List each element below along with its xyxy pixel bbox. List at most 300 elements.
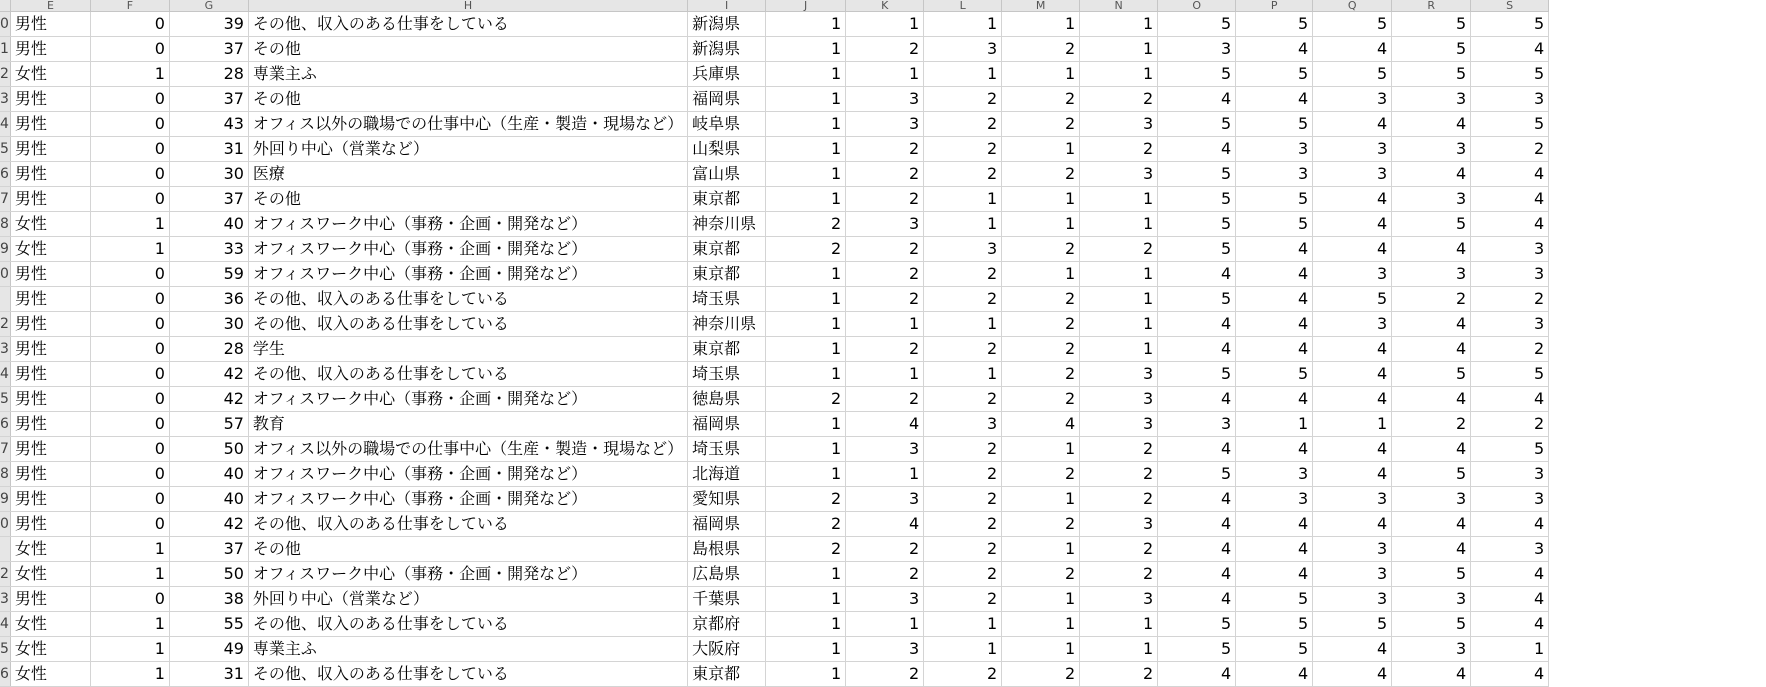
table-cell[interactable]: 4 xyxy=(1313,37,1392,62)
table-cell[interactable]: 1 xyxy=(766,662,846,687)
table-cell[interactable]: 4 xyxy=(1471,587,1549,612)
table-cell[interactable]: オフィスワーク中心（事務・企画・開発など） xyxy=(248,237,687,262)
table-cell[interactable]: 男性 xyxy=(10,337,90,362)
table-cell[interactable]: 3 xyxy=(1392,137,1471,162)
table-cell[interactable]: 2 xyxy=(846,387,924,412)
table-cell[interactable]: 4 xyxy=(1313,112,1392,137)
table-cell[interactable]: 0 xyxy=(90,287,169,312)
table-cell[interactable]: 0 xyxy=(90,412,169,437)
table-cell[interactable]: 4 xyxy=(1471,662,1549,687)
table-cell[interactable]: 39 xyxy=(169,12,248,37)
table-cell[interactable]: 5 xyxy=(1471,62,1549,87)
table-cell[interactable]: 1 xyxy=(766,112,846,137)
table-cell[interactable]: 4 xyxy=(1313,237,1392,262)
table-cell[interactable]: 28 xyxy=(169,62,248,87)
table-cell[interactable]: その他、収入のある仕事をしている xyxy=(248,362,687,387)
column-header[interactable]: M xyxy=(1002,0,1080,12)
table-cell[interactable]: 5 xyxy=(1392,612,1471,637)
table-cell[interactable]: 3 xyxy=(1313,537,1392,562)
table-cell[interactable]: 4 xyxy=(1002,412,1080,437)
table-cell[interactable]: 4 xyxy=(1158,387,1236,412)
table-cell[interactable]: 東京都 xyxy=(688,262,766,287)
table-cell[interactable]: 1 xyxy=(90,562,169,587)
table-cell[interactable]: その他、収入のある仕事をしている xyxy=(248,612,687,637)
table-cell[interactable]: 2 xyxy=(1080,662,1158,687)
table-cell[interactable]: 5 xyxy=(1236,587,1313,612)
column-header[interactable]: F xyxy=(90,0,169,12)
table-cell[interactable]: 2 xyxy=(924,287,1002,312)
table-cell[interactable]: 4 xyxy=(1392,437,1471,462)
table-cell[interactable]: 2 xyxy=(924,137,1002,162)
row-header[interactable]: 5 xyxy=(0,137,10,162)
table-cell[interactable]: オフィスワーク中心（事務・企画・開発など） xyxy=(248,262,687,287)
table-cell[interactable]: 4 xyxy=(1313,462,1392,487)
table-cell[interactable]: 2 xyxy=(1080,137,1158,162)
table-cell[interactable]: 2 xyxy=(1002,37,1080,62)
row-header[interactable]: 0 xyxy=(0,12,10,37)
row-header[interactable]: 6 xyxy=(0,412,10,437)
table-cell[interactable]: 4 xyxy=(1313,337,1392,362)
table-cell[interactable]: 1 xyxy=(1471,637,1549,662)
table-cell[interactable]: 2 xyxy=(846,662,924,687)
table-cell[interactable]: 2 xyxy=(1002,362,1080,387)
table-cell[interactable]: その他、収入のある仕事をしている xyxy=(248,287,687,312)
table-cell[interactable]: 1 xyxy=(766,562,846,587)
table-cell[interactable]: 0 xyxy=(90,362,169,387)
table-cell[interactable]: 4 xyxy=(1392,112,1471,137)
table-cell[interactable]: 4 xyxy=(846,412,924,437)
table-cell[interactable]: 4 xyxy=(1236,312,1313,337)
column-header[interactable]: E xyxy=(10,0,90,12)
table-cell[interactable]: 1 xyxy=(1080,12,1158,37)
table-cell[interactable]: 福岡県 xyxy=(688,87,766,112)
table-cell[interactable]: 5 xyxy=(1471,362,1549,387)
row-header[interactable]: 4 xyxy=(0,112,10,137)
table-cell[interactable]: 1 xyxy=(1002,612,1080,637)
table-cell[interactable]: 島根県 xyxy=(688,537,766,562)
table-cell[interactable]: 1 xyxy=(90,62,169,87)
table-cell[interactable]: 3 xyxy=(846,112,924,137)
table-cell[interactable]: 0 xyxy=(90,187,169,212)
table-cell[interactable]: 49 xyxy=(169,637,248,662)
table-cell[interactable]: 4 xyxy=(1236,562,1313,587)
table-cell[interactable]: 5 xyxy=(1236,612,1313,637)
table-cell[interactable]: 2 xyxy=(846,187,924,212)
table-cell[interactable]: 女性 xyxy=(10,212,90,237)
table-cell[interactable]: 2 xyxy=(766,212,846,237)
table-cell[interactable]: 1 xyxy=(1080,187,1158,212)
table-cell[interactable]: 1 xyxy=(766,637,846,662)
table-cell[interactable]: 男性 xyxy=(10,87,90,112)
table-cell[interactable]: 2 xyxy=(846,262,924,287)
table-cell[interactable]: 1 xyxy=(1080,337,1158,362)
table-cell[interactable]: 2 xyxy=(924,462,1002,487)
table-cell[interactable]: 男性 xyxy=(10,112,90,137)
table-cell[interactable]: 1 xyxy=(924,362,1002,387)
table-cell[interactable]: 2 xyxy=(1002,462,1080,487)
table-cell[interactable]: 4 xyxy=(1236,662,1313,687)
table-cell[interactable]: 3 xyxy=(1313,262,1392,287)
table-cell[interactable]: 42 xyxy=(169,387,248,412)
table-cell[interactable]: 4 xyxy=(1392,387,1471,412)
table-cell[interactable]: 1 xyxy=(846,12,924,37)
column-header[interactable]: R xyxy=(1392,0,1471,12)
table-cell[interactable]: 5 xyxy=(1236,637,1313,662)
table-cell[interactable]: 4 xyxy=(1158,137,1236,162)
table-cell[interactable]: 4 xyxy=(1236,387,1313,412)
table-cell[interactable]: 38 xyxy=(169,587,248,612)
table-cell[interactable]: 4 xyxy=(1313,362,1392,387)
table-cell[interactable]: 5 xyxy=(1392,212,1471,237)
table-cell[interactable]: 1 xyxy=(766,12,846,37)
table-cell[interactable]: 医療 xyxy=(248,162,687,187)
row-header[interactable]: 4 xyxy=(0,362,10,387)
table-cell[interactable]: 0 xyxy=(90,462,169,487)
table-cell[interactable]: 28 xyxy=(169,337,248,362)
table-cell[interactable]: 4 xyxy=(1392,537,1471,562)
table-cell[interactable]: 37 xyxy=(169,37,248,62)
row-header[interactable]: 6 xyxy=(0,162,10,187)
table-cell[interactable]: 山梨県 xyxy=(688,137,766,162)
table-cell[interactable]: オフィスワーク中心（事務・企画・開発など） xyxy=(248,212,687,237)
table-cell[interactable]: 0 xyxy=(90,312,169,337)
table-cell[interactable]: 3 xyxy=(1236,462,1313,487)
table-cell[interactable]: 4 xyxy=(1158,262,1236,287)
table-cell[interactable]: 2 xyxy=(924,337,1002,362)
table-cell[interactable]: 3 xyxy=(1313,312,1392,337)
table-cell[interactable]: 4 xyxy=(1392,512,1471,537)
table-cell[interactable]: 50 xyxy=(169,562,248,587)
row-header[interactable]: 7 xyxy=(0,437,10,462)
table-cell[interactable]: 4 xyxy=(1236,337,1313,362)
row-header[interactable] xyxy=(0,537,10,562)
table-cell[interactable]: 5 xyxy=(1158,287,1236,312)
table-cell[interactable]: 3 xyxy=(924,237,1002,262)
column-header[interactable]: P xyxy=(1236,0,1313,12)
table-cell[interactable]: 1 xyxy=(766,337,846,362)
table-cell[interactable]: 4 xyxy=(1236,37,1313,62)
row-header[interactable]: 0 xyxy=(0,512,10,537)
table-cell[interactable]: 3 xyxy=(846,487,924,512)
table-cell[interactable]: 5 xyxy=(1158,612,1236,637)
table-cell[interactable]: 30 xyxy=(169,162,248,187)
table-cell[interactable]: 2 xyxy=(766,387,846,412)
table-cell[interactable]: 2 xyxy=(1002,87,1080,112)
table-cell[interactable]: 3 xyxy=(1392,262,1471,287)
table-cell[interactable]: 男性 xyxy=(10,137,90,162)
table-cell[interactable]: 2 xyxy=(924,262,1002,287)
table-cell[interactable]: 4 xyxy=(1158,662,1236,687)
row-header[interactable]: 1 xyxy=(0,37,10,62)
table-cell[interactable]: 5 xyxy=(1313,612,1392,637)
table-cell[interactable]: 1 xyxy=(1080,62,1158,87)
table-cell[interactable]: 4 xyxy=(1471,212,1549,237)
table-cell[interactable]: 5 xyxy=(1313,62,1392,87)
table-cell[interactable]: 1 xyxy=(1080,312,1158,337)
table-cell[interactable]: 男性 xyxy=(10,462,90,487)
table-cell[interactable]: 2 xyxy=(1002,312,1080,337)
table-cell[interactable]: 3 xyxy=(1080,112,1158,137)
table-cell[interactable]: 2 xyxy=(924,387,1002,412)
table-cell[interactable]: 4 xyxy=(1471,37,1549,62)
table-cell[interactable]: 1 xyxy=(1236,412,1313,437)
row-header[interactable] xyxy=(0,287,10,312)
table-cell[interactable]: 2 xyxy=(1080,437,1158,462)
table-cell[interactable]: 5 xyxy=(1158,112,1236,137)
table-cell[interactable]: 0 xyxy=(90,337,169,362)
table-cell[interactable]: 55 xyxy=(169,612,248,637)
table-cell[interactable]: 3 xyxy=(1392,487,1471,512)
table-cell[interactable]: 0 xyxy=(90,12,169,37)
table-cell[interactable]: 2 xyxy=(846,337,924,362)
table-cell[interactable]: 2 xyxy=(1080,487,1158,512)
row-header[interactable]: 9 xyxy=(0,237,10,262)
table-cell[interactable]: 1 xyxy=(90,662,169,687)
table-cell[interactable]: 4 xyxy=(1313,662,1392,687)
table-cell[interactable]: 31 xyxy=(169,662,248,687)
table-cell[interactable]: 1 xyxy=(924,312,1002,337)
table-cell[interactable]: 0 xyxy=(90,37,169,62)
table-cell[interactable]: オフィスワーク中心（事務・企画・開発など） xyxy=(248,462,687,487)
table-cell[interactable]: 31 xyxy=(169,137,248,162)
table-cell[interactable]: 男性 xyxy=(10,512,90,537)
table-cell[interactable]: 2 xyxy=(1471,337,1549,362)
table-cell[interactable]: 0 xyxy=(90,262,169,287)
table-cell[interactable]: 4 xyxy=(1392,162,1471,187)
table-cell[interactable]: 1 xyxy=(766,287,846,312)
table-cell[interactable]: その他、収入のある仕事をしている xyxy=(248,312,687,337)
table-cell[interactable]: 2 xyxy=(766,537,846,562)
table-cell[interactable]: 5 xyxy=(1158,12,1236,37)
row-header[interactable]: 5 xyxy=(0,387,10,412)
table-cell[interactable]: 5 xyxy=(1158,362,1236,387)
table-cell[interactable]: 1 xyxy=(1002,62,1080,87)
row-header[interactable]: 6 xyxy=(0,662,10,687)
row-header[interactable]: 4 xyxy=(0,612,10,637)
table-cell[interactable]: 4 xyxy=(1236,437,1313,462)
table-cell[interactable]: 新潟県 xyxy=(688,37,766,62)
table-cell[interactable]: 1 xyxy=(90,212,169,237)
table-cell[interactable]: 女性 xyxy=(10,662,90,687)
table-cell[interactable]: 5 xyxy=(1236,362,1313,387)
table-cell[interactable]: 1 xyxy=(766,312,846,337)
table-cell[interactable]: 徳島県 xyxy=(688,387,766,412)
table-cell[interactable]: 男性 xyxy=(10,487,90,512)
table-cell[interactable]: 3 xyxy=(846,87,924,112)
table-cell[interactable]: 0 xyxy=(90,112,169,137)
table-cell[interactable]: 1 xyxy=(924,187,1002,212)
row-header[interactable]: 2 xyxy=(0,62,10,87)
table-cell[interactable]: 福岡県 xyxy=(688,412,766,437)
table-cell[interactable]: 男性 xyxy=(10,187,90,212)
table-cell[interactable]: 1 xyxy=(1002,212,1080,237)
row-header[interactable]: 3 xyxy=(0,87,10,112)
table-cell[interactable]: 5 xyxy=(1471,437,1549,462)
table-cell[interactable]: 広島県 xyxy=(688,562,766,587)
table-cell[interactable]: 東京都 xyxy=(688,187,766,212)
table-cell[interactable]: 女性 xyxy=(10,637,90,662)
table-cell[interactable]: 4 xyxy=(1471,562,1549,587)
table-cell[interactable]: 2 xyxy=(846,537,924,562)
table-cell[interactable]: 3 xyxy=(1471,537,1549,562)
table-cell[interactable]: 4 xyxy=(1158,337,1236,362)
table-cell[interactable]: その他、収入のある仕事をしている xyxy=(248,662,687,687)
table-cell[interactable]: 0 xyxy=(90,137,169,162)
table-cell[interactable]: 3 xyxy=(1392,637,1471,662)
table-cell[interactable]: 女性 xyxy=(10,537,90,562)
table-cell[interactable]: 1 xyxy=(1080,262,1158,287)
table-cell[interactable]: 2 xyxy=(924,162,1002,187)
table-cell[interactable]: オフィスワーク中心（事務・企画・開発など） xyxy=(248,487,687,512)
table-cell[interactable]: 愛知県 xyxy=(688,487,766,512)
table-cell[interactable]: 4 xyxy=(1392,312,1471,337)
table-cell[interactable]: 4 xyxy=(1158,312,1236,337)
table-cell[interactable]: 30 xyxy=(169,312,248,337)
table-cell[interactable]: 女性 xyxy=(10,237,90,262)
table-cell[interactable]: 2 xyxy=(1002,662,1080,687)
table-cell[interactable]: 2 xyxy=(846,237,924,262)
column-header[interactable]: J xyxy=(766,0,846,12)
table-cell[interactable]: 新潟県 xyxy=(688,12,766,37)
table-cell[interactable]: 3 xyxy=(1471,312,1549,337)
table-cell[interactable]: 1 xyxy=(766,612,846,637)
table-cell[interactable]: 5 xyxy=(1392,562,1471,587)
row-header[interactable]: 9 xyxy=(0,487,10,512)
table-cell[interactable]: 2 xyxy=(1080,237,1158,262)
table-cell[interactable]: 2 xyxy=(1002,162,1080,187)
table-cell[interactable]: 5 xyxy=(1158,187,1236,212)
table-cell[interactable]: 5 xyxy=(1158,462,1236,487)
table-cell[interactable]: 4 xyxy=(1158,537,1236,562)
column-header[interactable]: Q xyxy=(1313,0,1392,12)
table-cell[interactable]: 42 xyxy=(169,512,248,537)
table-cell[interactable]: オフィス以外の職場での仕事中心（生産・製造・現場など） xyxy=(248,437,687,462)
table-cell[interactable]: 3 xyxy=(1080,512,1158,537)
table-cell[interactable]: 4 xyxy=(1158,512,1236,537)
table-cell[interactable]: 1 xyxy=(1002,137,1080,162)
table-cell[interactable]: 1 xyxy=(846,312,924,337)
table-cell[interactable]: 1 xyxy=(766,587,846,612)
table-cell[interactable]: 43 xyxy=(169,112,248,137)
table-cell[interactable]: 2 xyxy=(1471,287,1549,312)
table-cell[interactable]: 5 xyxy=(1158,637,1236,662)
column-header[interactable]: N xyxy=(1080,0,1158,12)
table-cell[interactable]: 4 xyxy=(1392,337,1471,362)
table-cell[interactable]: 2 xyxy=(1080,562,1158,587)
table-cell[interactable]: 1 xyxy=(924,637,1002,662)
table-cell[interactable]: 3 xyxy=(1313,87,1392,112)
table-cell[interactable]: 4 xyxy=(1313,437,1392,462)
table-cell[interactable]: 男性 xyxy=(10,412,90,437)
table-cell[interactable]: オフィスワーク中心（事務・企画・開発など） xyxy=(248,562,687,587)
table-cell[interactable]: 1 xyxy=(1002,437,1080,462)
table-cell[interactable]: 5 xyxy=(1471,12,1549,37)
table-cell[interactable]: 0 xyxy=(90,512,169,537)
table-cell[interactable]: 5 xyxy=(1158,212,1236,237)
table-cell[interactable]: 1 xyxy=(1080,637,1158,662)
table-cell[interactable]: 北海道 xyxy=(688,462,766,487)
table-cell[interactable]: 36 xyxy=(169,287,248,312)
table-cell[interactable]: 富山県 xyxy=(688,162,766,187)
table-cell[interactable]: 50 xyxy=(169,437,248,462)
table-cell[interactable]: 男性 xyxy=(10,12,90,37)
table-cell[interactable]: 3 xyxy=(924,37,1002,62)
table-cell[interactable]: 4 xyxy=(846,512,924,537)
table-cell[interactable]: 4 xyxy=(1158,562,1236,587)
table-cell[interactable]: 外回り中心（営業など） xyxy=(248,137,687,162)
table-cell[interactable]: 4 xyxy=(1158,487,1236,512)
table-cell[interactable]: 1 xyxy=(1080,37,1158,62)
table-cell[interactable]: 1 xyxy=(1080,287,1158,312)
table-cell[interactable]: 神奈川県 xyxy=(688,312,766,337)
table-cell[interactable]: 京都府 xyxy=(688,612,766,637)
table-cell[interactable]: 2 xyxy=(924,512,1002,537)
table-cell[interactable]: 3 xyxy=(1236,137,1313,162)
table-cell[interactable]: 3 xyxy=(1158,37,1236,62)
table-cell[interactable]: 1 xyxy=(766,262,846,287)
column-header[interactable]: O xyxy=(1158,0,1236,12)
table-cell[interactable]: 1 xyxy=(846,62,924,87)
table-cell[interactable]: 2 xyxy=(846,162,924,187)
table-cell[interactable]: 5 xyxy=(1392,462,1471,487)
table-cell[interactable]: 5 xyxy=(1313,287,1392,312)
table-cell[interactable]: 5 xyxy=(1392,12,1471,37)
table-cell[interactable]: 0 xyxy=(90,387,169,412)
table-cell[interactable]: 3 xyxy=(1313,562,1392,587)
table-cell[interactable]: 2 xyxy=(1392,287,1471,312)
row-header[interactable]: 5 xyxy=(0,637,10,662)
table-cell[interactable]: 埼玉県 xyxy=(688,287,766,312)
table-cell[interactable]: 2 xyxy=(1392,412,1471,437)
table-cell[interactable]: 1 xyxy=(846,362,924,387)
row-header[interactable]: 2 xyxy=(0,312,10,337)
table-cell[interactable]: その他 xyxy=(248,537,687,562)
table-cell[interactable]: 2 xyxy=(1002,512,1080,537)
table-cell[interactable]: 5 xyxy=(1236,12,1313,37)
table-cell[interactable]: 4 xyxy=(1158,87,1236,112)
table-cell[interactable]: 3 xyxy=(1080,587,1158,612)
table-cell[interactable]: 2 xyxy=(1471,412,1549,437)
table-cell[interactable]: 2 xyxy=(924,487,1002,512)
table-cell[interactable]: 1 xyxy=(766,87,846,112)
table-cell[interactable]: 1 xyxy=(766,187,846,212)
table-cell[interactable]: 2 xyxy=(766,237,846,262)
column-header[interactable]: K xyxy=(846,0,924,12)
table-cell[interactable]: 2 xyxy=(846,137,924,162)
table-cell[interactable]: 4 xyxy=(1236,287,1313,312)
table-cell[interactable]: 男性 xyxy=(10,387,90,412)
row-header[interactable]: 7 xyxy=(0,187,10,212)
table-cell[interactable]: 5 xyxy=(1392,362,1471,387)
table-cell[interactable]: 男性 xyxy=(10,262,90,287)
table-cell[interactable]: 2 xyxy=(1002,237,1080,262)
table-cell[interactable]: 4 xyxy=(1158,587,1236,612)
table-cell[interactable]: 3 xyxy=(1236,162,1313,187)
table-cell[interactable]: その他、収入のある仕事をしている xyxy=(248,12,687,37)
table-cell[interactable]: 2 xyxy=(1002,112,1080,137)
table-cell[interactable]: 57 xyxy=(169,412,248,437)
table-cell[interactable]: 4 xyxy=(1471,512,1549,537)
column-header[interactable]: L xyxy=(924,0,1002,12)
table-cell[interactable]: 東京都 xyxy=(688,237,766,262)
table-cell[interactable]: 4 xyxy=(1313,512,1392,537)
table-cell[interactable]: 2 xyxy=(846,287,924,312)
table-cell[interactable]: 5 xyxy=(1392,37,1471,62)
table-cell[interactable]: 1 xyxy=(1002,537,1080,562)
table-cell[interactable]: 37 xyxy=(169,537,248,562)
table-cell[interactable]: 1 xyxy=(924,212,1002,237)
table-cell[interactable]: 3 xyxy=(1080,362,1158,387)
